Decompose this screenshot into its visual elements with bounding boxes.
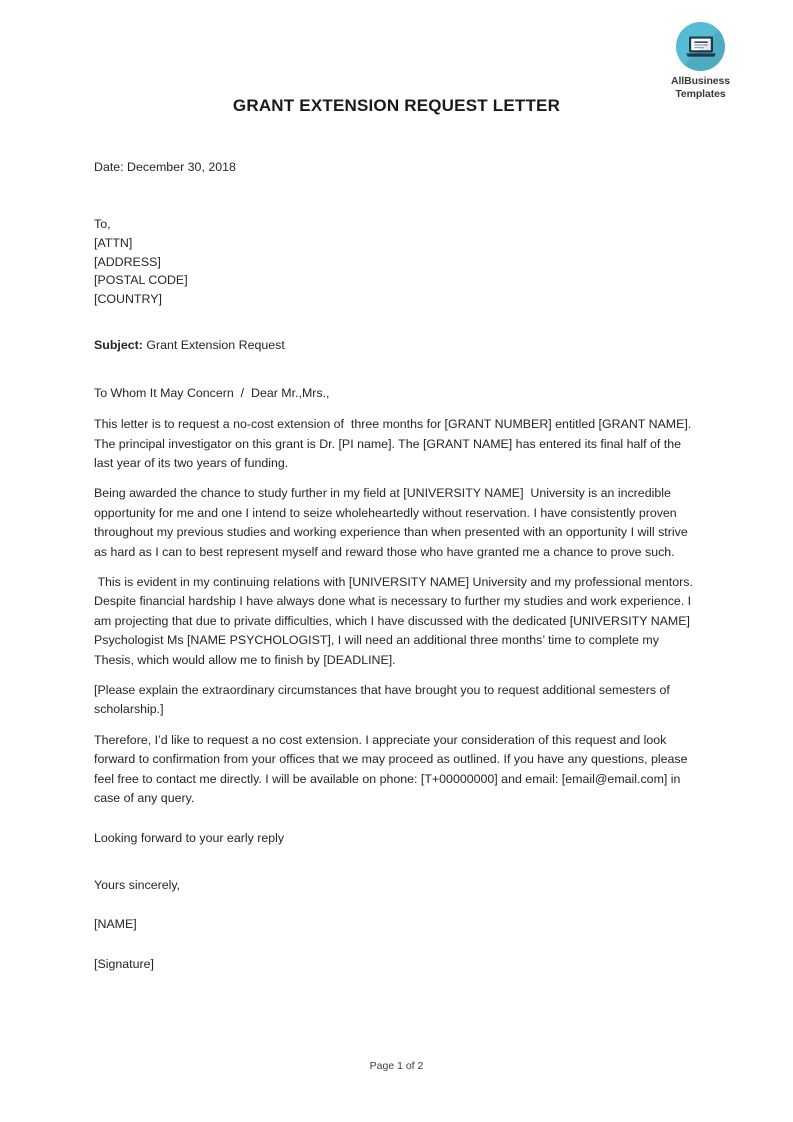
logo-shadow — [676, 22, 725, 71]
paragraph-1: This letter is to request a no-cost extension of three months for [GRANT NUMBER] entitled [GRANT NAME]. The principal investigator on this grant is Dr. [PI name]. The [GRANT NAME] has entered its final half of the last year of its two years of funding. — [94, 417, 698, 470]
spacer — [94, 935, 696, 955]
page-title: GRANT EXTENSION REQUEST LETTER — [232, 96, 561, 115]
brand-name-line1: AllBusiness — [670, 75, 730, 87]
signature-placeholder: [Signature] — [94, 956, 154, 971]
paragraph-2: Being awarded the chance to study further in my field at [UNIVERSITY NAME] University is an incredible opportunity for me and one I intend to seize wholeheartedly without reservation. I have consistently proven throughout my previous studies and working experience than when presented with an opportunity I will strive as hard as I can to best represent myself and reward those who have granted me a chance to prove such. — [94, 486, 692, 559]
paragraph-5: Therefore, I’d like to request a no cost extension. I appreciate your consideration of this request and look forward to confirmation from your offices that we may proceed as outlined. If you have any questions, please feel free to contact me directly. I will be available on phone: [T+00000000] and email: [email@email.com] in case of any query. — [94, 732, 691, 806]
salutation: To Whom It May Concern / Dear Mr.,Mrs., — [94, 385, 330, 400]
paragraph-4: [Please explain the extraordinary circumstances that have brought you to request additional semesters of scholarship.] — [94, 683, 674, 717]
subject-line — [94, 336, 696, 355]
sign-off: Yours sincerely, — [94, 877, 181, 892]
date-line: Date: December 30, 2018 — [94, 160, 236, 174]
spacer — [94, 177, 696, 215]
subject-label: Subject: — [94, 338, 143, 353]
spacer — [94, 809, 696, 829]
subject-value: Grant Extension Request — [142, 338, 285, 353]
spacer — [94, 308, 696, 336]
recipient-to: To, — [94, 217, 111, 232]
spacer — [94, 848, 696, 876]
letter-body — [94, 158, 696, 974]
laptop-document-icon — [676, 22, 725, 71]
brand-logo — [653, 22, 748, 100]
closing-line: Looking forward to your early reply — [94, 830, 285, 845]
recipient-country: [COUNTRY] — [94, 291, 162, 306]
brand-name-line2: Templates — [675, 87, 726, 100]
name-placeholder: [NAME] — [94, 917, 137, 932]
recipient-attn: [ATTN] — [94, 236, 133, 250]
recipient-postal-code: [POSTAL CODE] — [94, 273, 188, 288]
spacer — [94, 356, 696, 384]
spacer — [94, 403, 696, 415]
paragraph-3: This is evident in my continuing relations with [UNIVERSITY NAME] University and my professional mentors. Despite financial hardship I have always done what is necessary to further my studies and work experience. I am projecting that due to private difficulties, which I have discussed with the dedicated [UNIVERSITY NAME] Psychologist Ms [NAME PSYCHOLOGIST], I will need an additional three months’ time to complete my Thesis, which would allow me to finish by [DEADLINE]. — [94, 575, 697, 667]
recipient-address: [ADDRESS] — [94, 254, 161, 269]
page-footer: Page 1 of 2 — [369, 1060, 424, 1072]
spacer — [94, 895, 696, 915]
